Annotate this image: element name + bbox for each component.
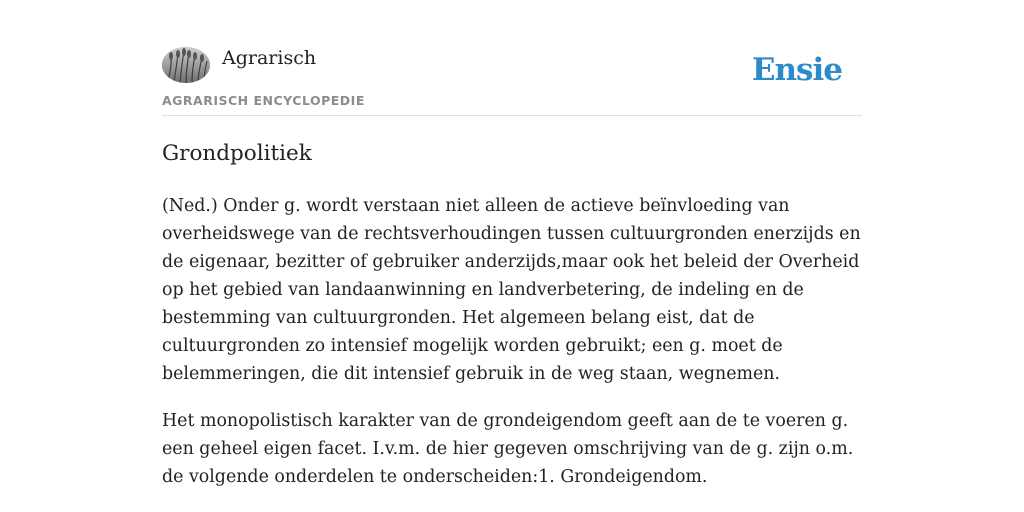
- article-paragraph: (Ned.) Onder g. wordt verstaan niet alleen de actieve beïnvloeding van overheidswege van de rechtsverhoudingen tussen cultuurgronden enerzijds en de eigenaar, bezitter of gebruiker anderzijds,maar ook het beleid der Overheid op het gebied van landaanwinning en landverbetering, de indeling en de bestemming van cultuurgronden. Het algemeen belang eist, dat de cultuurgronden zo intensief mogelijk worden gebruikt; een g. moet de belemmeringen, die dit intensief gebruik in de weg staan, wegnemen.: [162, 196, 861, 384]
- article-body: [162, 192, 862, 510]
- source-logo[interactable]: [162, 47, 210, 83]
- wheat-field-icon: [162, 47, 210, 83]
- source-name[interactable]: Agrarisch: [222, 47, 317, 69]
- source-header: [162, 0, 862, 116]
- brand-logo[interactable]: Ensie: [751, 52, 842, 88]
- encyclopedia-label: AGRARISCH ENCYCLOPEDIE: [162, 93, 365, 108]
- article-card: [162, 0, 862, 487]
- article-paragraph: Het monopolistisch karakter van de grondeigendom geeft aan de te voeren g. een geheel eigen facet. I.v.m. de hier gegeven omschrijving van de g. zijn o.m. de volgende onderdelen te onderscheiden:1. Grondeigendom.: [162, 411, 854, 487]
- article-title: Grondpolitiek: [162, 141, 312, 166]
